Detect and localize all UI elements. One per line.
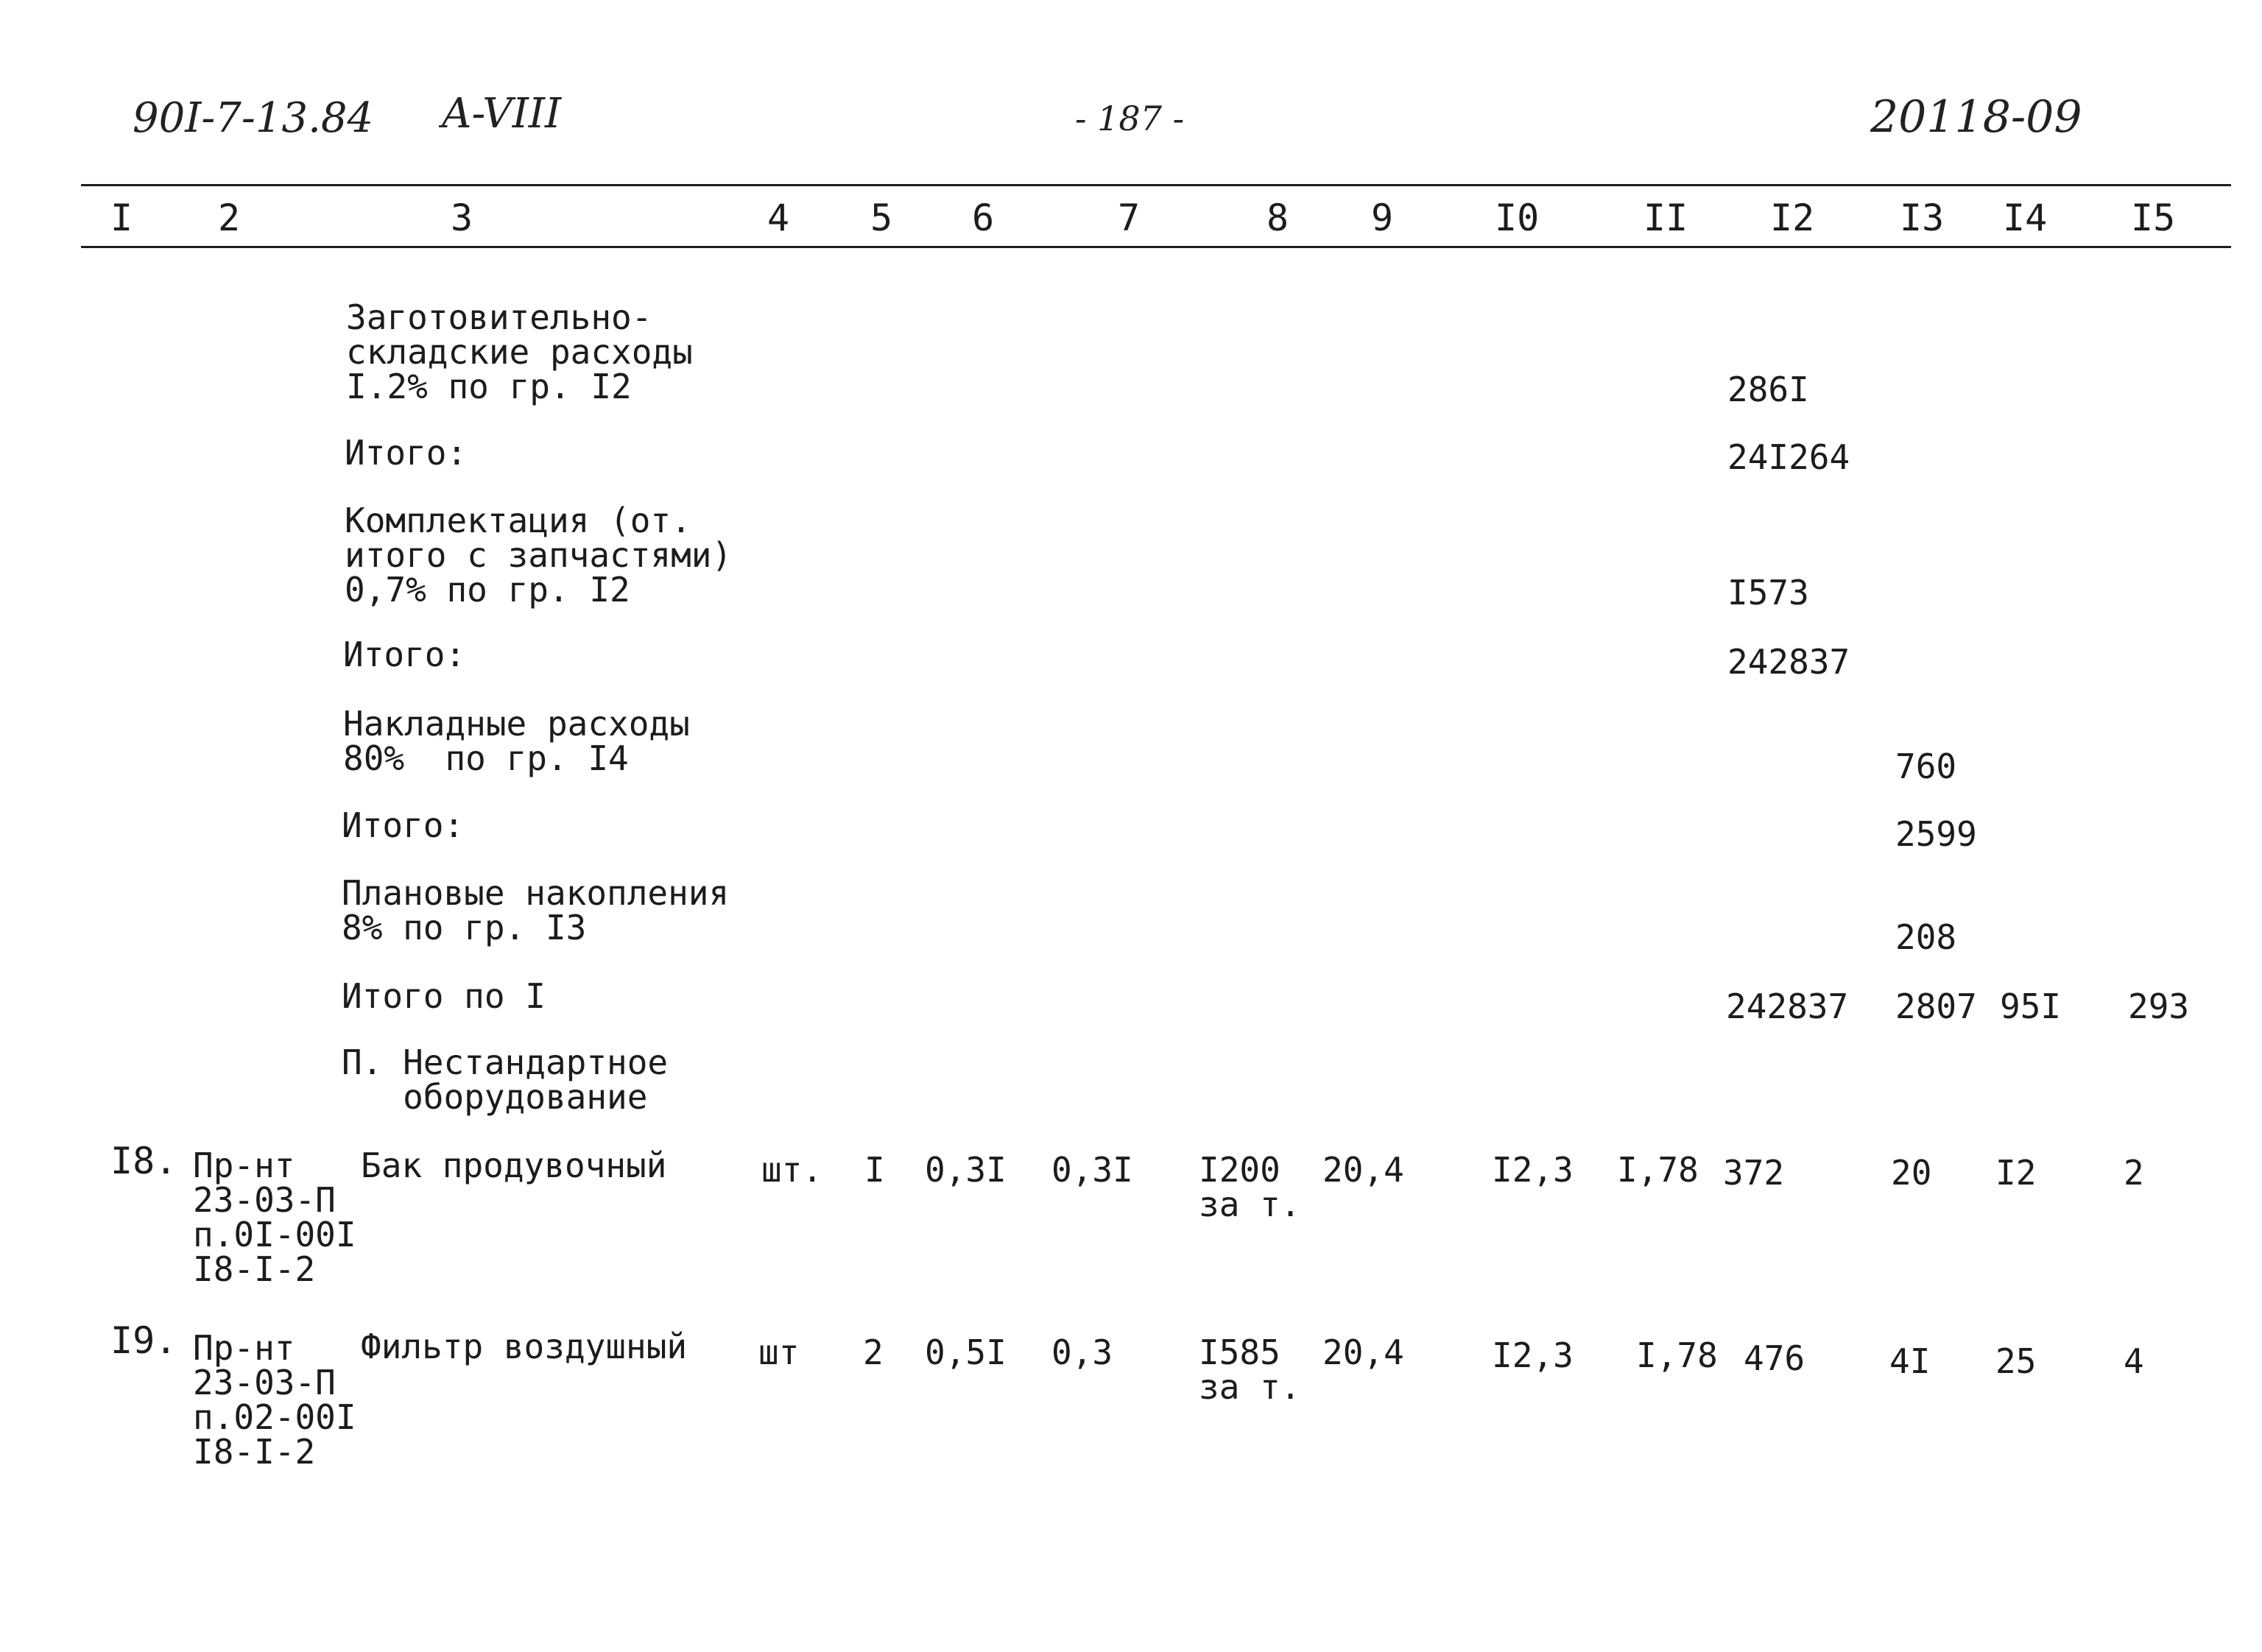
column-header-8: 8 (1266, 197, 1289, 239)
column-header-1: I (110, 197, 133, 239)
row-19-col13: 4I (1889, 1341, 1931, 1381)
album-number: A-VIII (442, 90, 562, 138)
row-19-name: Фильтр воздушный (361, 1327, 688, 1366)
column-header-7: 7 (1118, 197, 1141, 239)
overhead-costs-label: Накладные расходы 80% по гр. I4 (343, 704, 690, 778)
reference-number: 20118-09 (1870, 91, 2082, 143)
header-top-rule (81, 184, 2231, 186)
row-18-col14: I2 (1995, 1153, 2037, 1193)
column-header-10: I0 (1495, 197, 1540, 239)
row-18-col7: 0,3I (1051, 1150, 1133, 1190)
row-19-col8: I585 за т. (1199, 1332, 1301, 1407)
column-header-2: 2 (218, 197, 241, 239)
row-19-col10: I2,3 (1492, 1335, 1574, 1375)
row-19-number: I9. (110, 1319, 177, 1362)
subtotal-2-col12: 242837 (1727, 642, 1850, 682)
completion-costs-col12: I573 (1727, 573, 1809, 613)
planned-savings-col13: 208 (1895, 917, 1957, 957)
row-18-number: I8. (110, 1140, 177, 1182)
total-section-1-col14: 95I (2000, 986, 2062, 1026)
column-header-12: I2 (1770, 197, 1815, 239)
row-19-qty: 2 (863, 1332, 884, 1372)
header-bottom-rule (81, 246, 2231, 248)
row-18-col9: 20,4 (1322, 1150, 1404, 1190)
column-header-5: 5 (870, 197, 893, 239)
total-section-1-col13: 2807 (1895, 986, 1977, 1026)
subtotal-3-label: Итого: (342, 805, 465, 845)
procurement-costs-label: Заготовительно- складские расходы I.2% по гр. I2 (346, 297, 693, 406)
column-header-13: I3 (1900, 197, 1945, 239)
total-section-1-col12: 242837 (1726, 986, 1849, 1026)
column-header-4: 4 (767, 197, 790, 239)
row-18-col13: 20 (1891, 1153, 1932, 1193)
row-19-unit: шт (758, 1332, 800, 1372)
row-19-col9: 20,4 (1322, 1332, 1404, 1372)
column-header-11: II (1643, 197, 1688, 239)
subtotal-3-col13: 2599 (1895, 814, 1977, 854)
column-header-6: 6 (972, 197, 995, 239)
row-18-qty: I (864, 1150, 885, 1190)
subtotal-1-col12: 24I264 (1727, 437, 1850, 477)
subtotal-1-label: Итого: (345, 433, 468, 473)
row-18-col15: 2 (2124, 1153, 2144, 1193)
row-19-col12: 476 (1744, 1338, 1805, 1378)
document-code: 90I-7-13.84 (133, 94, 374, 142)
subtotal-2-label: Итого: (343, 635, 466, 674)
row-18-unit: шт. (761, 1150, 823, 1190)
planned-savings-label: Плановые накопления 8% по гр. I3 (342, 873, 730, 947)
column-header-3: 3 (451, 197, 473, 239)
row-19-col7: 0,3 (1051, 1332, 1113, 1372)
total-section-1-label: Итого по I (342, 976, 546, 1016)
procurement-costs-col12: 286I (1727, 370, 1809, 409)
section-2-heading: П. Нестандартное оборудование (342, 1042, 669, 1117)
row-18-col10: I2,3 (1492, 1150, 1574, 1190)
overhead-costs-col13: 760 (1895, 746, 1957, 786)
row-19-col15: 4 (2124, 1341, 2144, 1381)
column-header-15: I5 (2131, 197, 2176, 239)
column-header-9: 9 (1371, 197, 1394, 239)
row-18-reference: Пр-нт 23-03-П п.0I-00I I8-I-2 (193, 1146, 356, 1289)
row-18-col11: I,78 (1617, 1150, 1699, 1190)
row-19-col11: I,78 (1636, 1335, 1718, 1375)
row-18-col6: 0,3I (925, 1150, 1007, 1190)
page-number: - 187 - (1075, 99, 1185, 138)
row-19-col14: 25 (1995, 1341, 2037, 1381)
row-19-col6: 0,5I (925, 1332, 1007, 1372)
row-19-reference: Пр-нт 23-03-П п.02-00I I8-I-2 (193, 1328, 356, 1472)
column-header-14: I4 (2003, 197, 2048, 239)
row-18-col8: I200 за т. (1199, 1150, 1301, 1224)
completion-costs-label: Комплектация (от. итого с запчастями) 0,7% по гр. I2 (345, 501, 733, 610)
total-section-1-col15: 293 (2128, 986, 2190, 1026)
row-18-col12: 372 (1723, 1153, 1785, 1193)
row-18-name: Бак продувочный (361, 1146, 667, 1185)
